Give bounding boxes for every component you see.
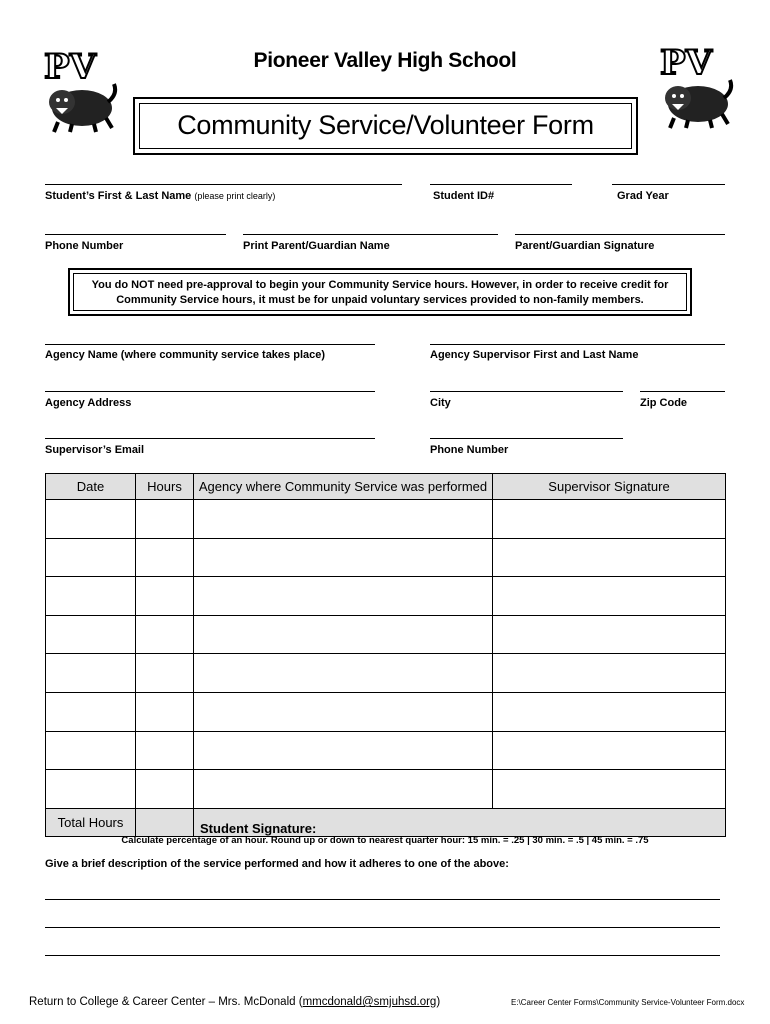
date-cell[interactable]: [46, 615, 136, 654]
agency-cell[interactable]: [194, 692, 493, 731]
student-id-field[interactable]: [430, 184, 572, 185]
student-id-label: Student ID#: [433, 190, 495, 202]
total-row: [46, 808, 726, 836]
phone-field[interactable]: [45, 234, 226, 235]
supervisor-name-field[interactable]: [430, 344, 725, 345]
total-hours-label: Total Hours: [46, 808, 136, 836]
header-date: Date: [46, 474, 136, 500]
notice-line-2: Community Service hours, it must be for unpaid voluntary services provided to non-family members.: [116, 294, 644, 306]
total-hours-cell[interactable]: [136, 808, 194, 836]
parent-signature-field[interactable]: [515, 234, 725, 235]
zip-code-label: Zip Code: [640, 397, 688, 409]
form-title: Community Service/Volunteer Form: [177, 110, 594, 140]
log-row: [46, 538, 726, 577]
supervisor-signature-cell[interactable]: [493, 731, 726, 770]
supervisor-signature-cell[interactable]: [493, 692, 726, 731]
description-line-3[interactable]: [45, 955, 720, 956]
supervisor-signature-cell[interactable]: [493, 500, 726, 539]
service-log-rows: [46, 500, 726, 809]
log-row: [46, 654, 726, 693]
agency-cell[interactable]: [194, 538, 493, 577]
supervisor-signature-cell[interactable]: [493, 538, 726, 577]
city-label: City: [430, 397, 451, 409]
date-cell[interactable]: [46, 692, 136, 731]
student-signature-cell[interactable]: [194, 808, 726, 836]
notice-line-1: You do NOT need pre-approval to begin your Community Service hours. However, in order to receive credit for: [91, 279, 669, 291]
grad-year-label: Grad Year: [617, 190, 669, 202]
agency-cell[interactable]: [194, 577, 493, 616]
service-log-table: [45, 473, 726, 837]
form-title-box: [133, 97, 638, 155]
log-row: [46, 500, 726, 539]
log-row: [46, 770, 726, 809]
date-cell[interactable]: [46, 770, 136, 809]
student-name-note: (please print clearly): [194, 191, 276, 201]
log-row: [46, 615, 726, 654]
supervisor-signature-cell[interactable]: [493, 577, 726, 616]
header-hours: Hours: [136, 474, 194, 500]
supervisor-phone-label: Phone Number: [430, 444, 509, 456]
calculation-note: Calculate percentage of an hour. Round up or down to nearest quarter hour: 15 min. = .25 | 30 min. = .5 | 45 min. = .75: [121, 835, 649, 846]
parent-signature-label: Parent/Guardian Signature: [515, 240, 655, 252]
date-cell[interactable]: [46, 538, 136, 577]
student-name-field[interactable]: [45, 184, 402, 185]
parent-name-field[interactable]: [243, 234, 498, 235]
footer-file-path: E:\Career Center Forms\Community Service-Volunteer Form.docx: [511, 998, 745, 1007]
supervisor-signature-cell[interactable]: [493, 770, 726, 809]
agency-cell[interactable]: [194, 615, 493, 654]
date-cell[interactable]: [46, 577, 136, 616]
supervisor-signature-cell[interactable]: [493, 615, 726, 654]
log-row: [46, 692, 726, 731]
header-agency: Agency where Community Service was performed: [194, 474, 493, 500]
hours-cell[interactable]: [136, 500, 194, 539]
log-row: [46, 731, 726, 770]
footer-email-link[interactable]: mmcdonald@smjuhsd.org: [302, 996, 437, 1008]
supervisor-email-label: Supervisor’s Email: [45, 444, 145, 456]
logo-text: PV: [660, 43, 712, 83]
phone-label: Phone Number: [45, 240, 124, 252]
hours-cell[interactable]: [136, 538, 194, 577]
date-cell[interactable]: [46, 654, 136, 693]
notice-box: [68, 268, 692, 316]
log-row: [46, 577, 726, 616]
supervisor-email-field[interactable]: [45, 438, 375, 439]
agency-name-label: Agency Name (where community service takes place): [45, 349, 326, 361]
description-prompt: Give a brief description of the service performed and how it adheres to one of the above:: [45, 858, 509, 870]
header-supervisor-signature: Supervisor Signature: [493, 474, 726, 500]
parent-name-label: Print Parent/Guardian Name: [243, 240, 390, 252]
date-cell[interactable]: [46, 731, 136, 770]
supervisor-signature-cell[interactable]: [493, 654, 726, 693]
agency-cell[interactable]: [194, 731, 493, 770]
agency-name-field[interactable]: [45, 344, 375, 345]
school-name: Pioneer Valley High School: [253, 49, 517, 72]
student-signature-label: Student Signature:: [200, 820, 317, 836]
agency-address-label: Agency Address: [45, 397, 132, 409]
grad-year-field[interactable]: [612, 184, 725, 185]
agency-cell[interactable]: [194, 654, 493, 693]
zip-code-field[interactable]: [640, 391, 725, 392]
agency-address-field[interactable]: [45, 391, 375, 392]
agency-cell[interactable]: [194, 500, 493, 539]
description-line-2[interactable]: [45, 927, 720, 928]
description-line-1[interactable]: [45, 899, 720, 900]
agency-cell[interactable]: [194, 770, 493, 809]
hours-cell[interactable]: [136, 654, 194, 693]
hours-cell[interactable]: [136, 770, 194, 809]
supervisor-phone-field[interactable]: [430, 438, 623, 439]
hours-cell[interactable]: [136, 577, 194, 616]
logo-text: PV: [44, 47, 96, 87]
footer-return-note: Return to College & Career Center – Mrs. McDonald (mmcdonald@smjuhsd.org): [29, 996, 441, 1008]
hours-cell[interactable]: [136, 731, 194, 770]
supervisor-name-label: Agency Supervisor First and Last Name: [430, 349, 639, 361]
hours-cell[interactable]: [136, 615, 194, 654]
city-field[interactable]: [430, 391, 623, 392]
student-name-label: Student’s First & Last Name (please print clearly): [45, 190, 276, 202]
hours-cell[interactable]: [136, 692, 194, 731]
date-cell[interactable]: [46, 500, 136, 539]
